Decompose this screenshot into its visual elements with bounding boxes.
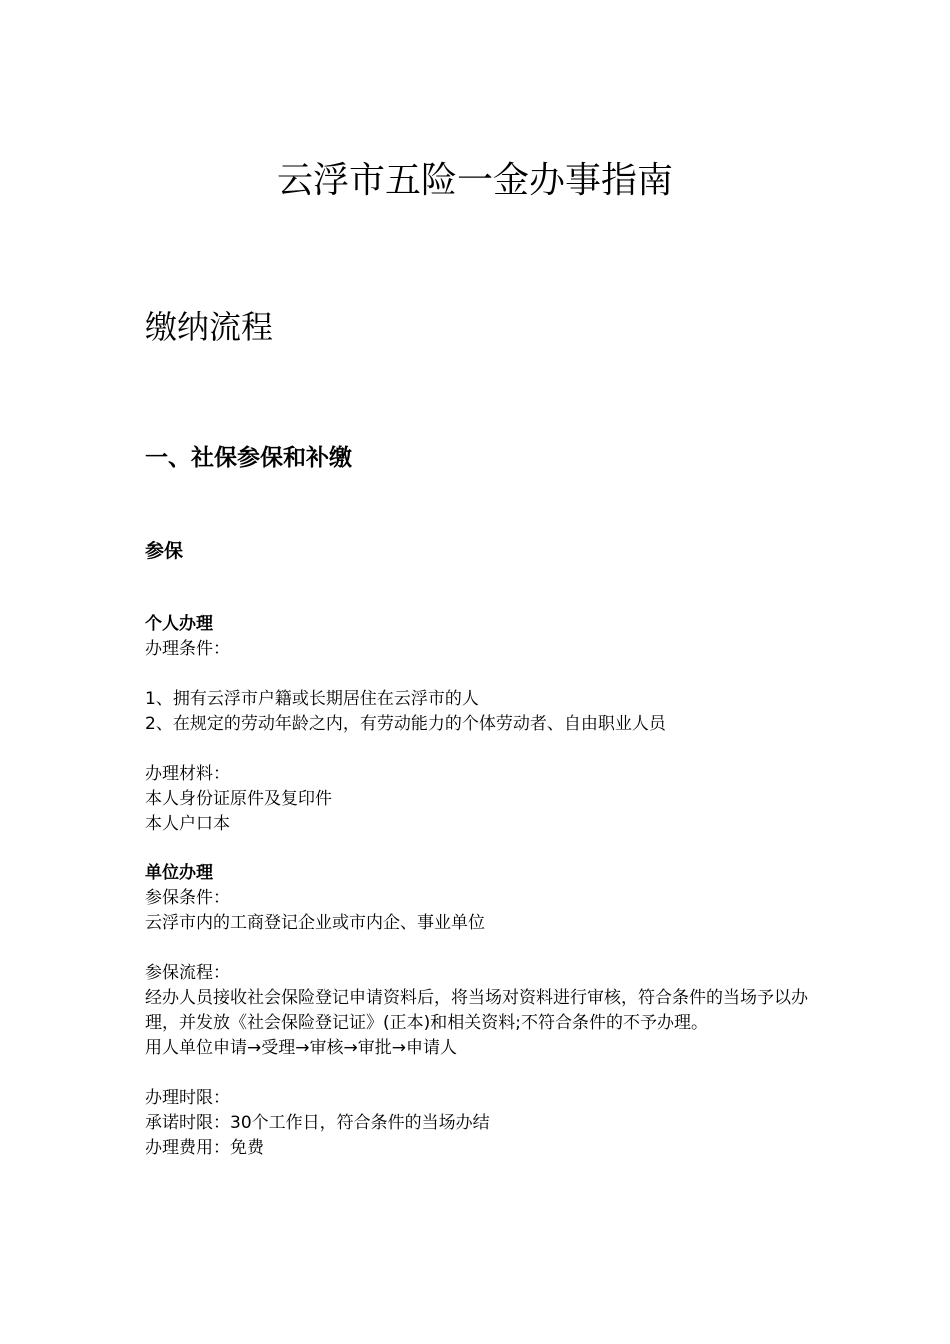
personal-heading: 个人办理 [145, 614, 213, 634]
personal-section [145, 612, 815, 837]
personal-condition-item: 2、在规定的劳动年龄之内，有劳动能力的个体劳动者、自由职业人员 [145, 714, 666, 734]
personal-conditions-label: 办理条件： [145, 639, 230, 659]
personal-material-item: 本人户口本 [145, 814, 230, 834]
unit-process-text: 经办人员接收社会保险登记申请资料后，将当场对资料进行审核，符合条件的当场予以办理，并发放《社会保险登记证》(正本)和相关资料;不符合条件的不予办理。 [145, 988, 808, 1033]
unit-time-limit-label: 办理时限： [145, 1088, 230, 1108]
unit-fee: 办理费用：免费 [145, 1138, 264, 1158]
unit-conditions-label: 参保条件： [145, 888, 230, 908]
unit-promised-time: 承诺时限：30个工作日，符合条件的当场办结 [145, 1113, 490, 1133]
subsubsection-heading: 参保 [145, 540, 184, 562]
subsection-heading: 一、社保参保和补缴 [145, 445, 352, 471]
unit-section [145, 861, 815, 1161]
section-heading: 缴纳流程 [145, 308, 274, 346]
unit-conditions-text: 云浮市内的工商登记企业或市内企、事业单位 [145, 913, 485, 933]
personal-material-item: 本人身份证原件及复印件 [145, 789, 332, 809]
unit-process-label: 参保流程： [145, 963, 230, 983]
unit-process-flow: 用人单位申请→受理→审核→审批→申请人 [145, 1038, 457, 1058]
personal-materials-label: 办理材料： [145, 764, 230, 784]
unit-heading: 单位办理 [145, 863, 213, 883]
document-title: 云浮市五险一金办事指南 [276, 160, 673, 201]
personal-condition-item: 1、拥有云浮市户籍或长期居住在云浮市的人 [145, 689, 479, 709]
